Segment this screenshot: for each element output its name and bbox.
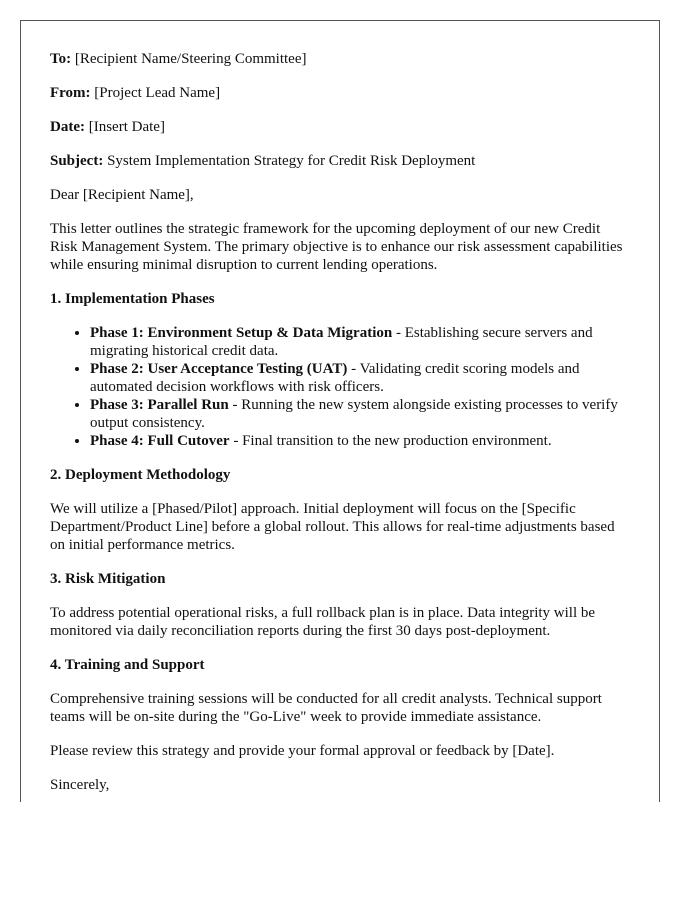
- phase-item: [90, 432, 639, 450]
- letter-page: [20, 20, 660, 802]
- section-heading-training-support: 4. Training and Support: [50, 657, 205, 673]
- phase-item: [90, 360, 639, 396]
- risk-mitigation-paragraph: To address potential operational risks, a full rollback plan is in place. Data integrity will be monitored via daily reconciliation reports during the first 30 days post-deployment.: [50, 605, 596, 639]
- phase-title: Phase 2: User Acceptance Testing (UAT): [90, 361, 348, 377]
- deployment-methodology-paragraph: We will utilize a [Phased/Pilot] approach. Initial deployment will focus on the [Specific Department/Product Line] before a global rollout. This allows for real-time adjustments based on initial performance metrics.: [50, 501, 615, 553]
- subject-value: System Implementation Strategy for Credit Risk Deployment: [107, 153, 476, 169]
- date-value: [Insert Date]: [88, 119, 165, 135]
- subject-label: Subject:: [50, 153, 104, 169]
- phase-description: - Establishing secure servers and migrating historical credit data.: [90, 325, 593, 359]
- phase-description: - Running the new system alongside existing processes to verify output consistency.: [90, 397, 618, 431]
- sign-off: Sincerely,: [50, 777, 110, 793]
- to-value: [Recipient Name/Steering Committee]: [74, 51, 307, 67]
- phase-title: Phase 1: Environment Setup & Data Migration: [90, 325, 393, 341]
- section-heading-implementation-phases: 1. Implementation Phases: [50, 291, 215, 307]
- to-label: To:: [50, 51, 72, 67]
- training-support-paragraph: Comprehensive training sessions will be conducted for all credit analysts. Technical support teams will be on-site during the "Go-Live" week to provide immediate assistance.: [50, 691, 602, 725]
- phase-description: - Final transition to the new production environment.: [229, 433, 552, 449]
- date-label: Date:: [50, 119, 85, 135]
- salutation: Dear [Recipient Name],: [50, 187, 194, 203]
- closing-request: Please review this strategy and provide your formal approval or feedback by [Date].: [50, 743, 555, 759]
- section-heading-risk-mitigation: 3. Risk Mitigation: [50, 571, 166, 587]
- from-line: [50, 84, 220, 102]
- phase-description: - Validating credit scoring models and automated decision workflows with risk officers.: [90, 361, 580, 395]
- phases-list: [50, 324, 639, 450]
- subject-line: [50, 152, 475, 170]
- phase-title: Phase 4: Full Cutover: [90, 433, 230, 449]
- section-heading-deployment-methodology: 2. Deployment Methodology: [50, 467, 231, 483]
- from-value: [Project Lead Name]: [94, 85, 221, 101]
- from-label: From:: [50, 85, 91, 101]
- to-line: [50, 50, 306, 68]
- phase-item: [90, 324, 639, 360]
- date-line: [50, 118, 165, 136]
- intro-paragraph: This letter outlines the strategic framework for the upcoming deployment of our new Credit Risk Management System. The primary objective is to enhance our risk assessment capabilities while ensuring minimal disruption to current lending operations.: [50, 221, 623, 273]
- phase-title: Phase 3: Parallel Run: [90, 397, 229, 413]
- phase-item: [90, 396, 639, 432]
